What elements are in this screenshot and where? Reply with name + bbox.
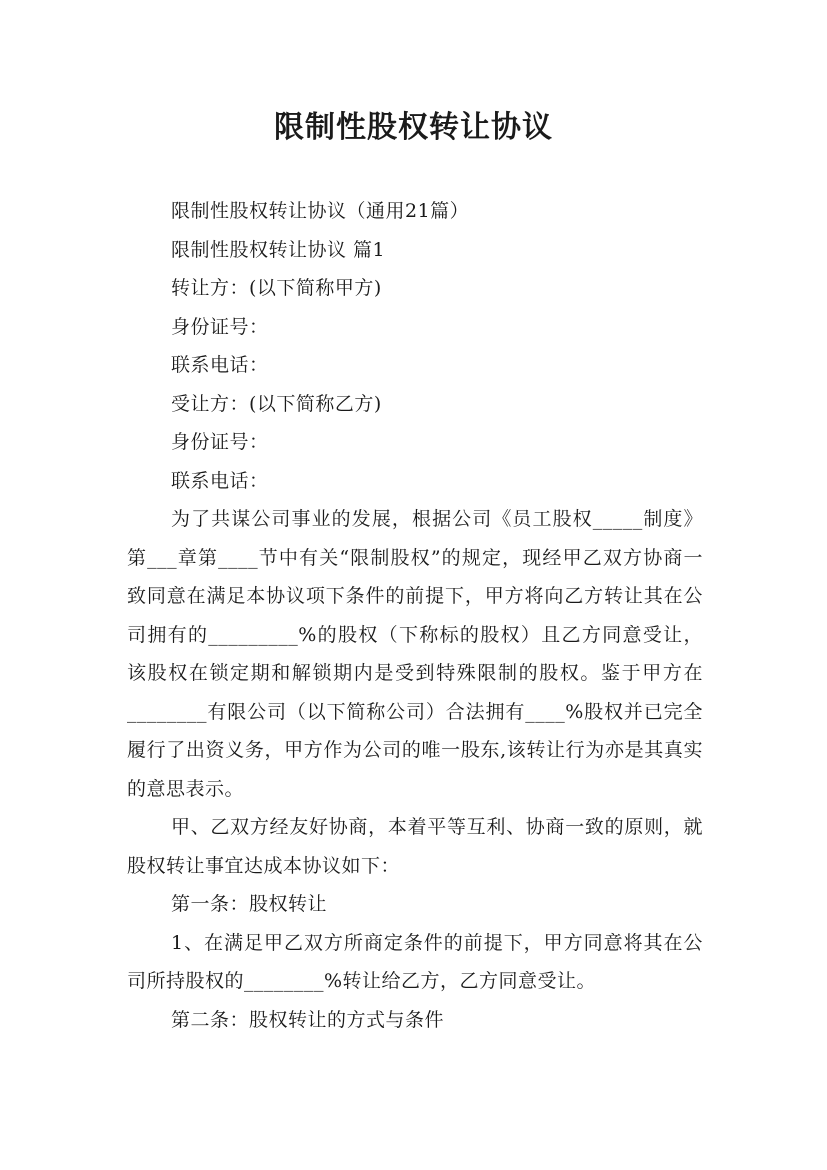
- article-1-item-1: 1、在满足甲乙双方所商定条件的前提下，甲方同意将其在公司所持股权的________%转让给乙方，乙方同意受让。: [127, 931, 703, 992]
- document-body: [127, 192, 703, 1039]
- transferor-id-line: 身份证号：: [171, 315, 269, 338]
- article-2-heading: 第二条：股权转让的方式与条件: [171, 1008, 445, 1031]
- article-1-heading: 第一条：股权转让: [171, 893, 328, 915]
- transferor-line: 转让方：(以下简称甲方): [171, 277, 382, 299]
- transferor-phone-line: 联系电话：: [171, 354, 269, 376]
- section-heading: 限制性股权转让协议 篇1: [171, 238, 386, 261]
- document-title: 限制性股权转让协议: [274, 110, 553, 145]
- transferee-phone-line: 联系电话：: [171, 469, 269, 492]
- agreement-paragraph: 甲、乙双方经友好协商，本着平等互利、协商一致的原则，就股权转让事宜达成本协议如下：: [127, 816, 703, 877]
- subtitle-line: 限制性股权转让协议（通用21篇）: [171, 200, 470, 222]
- transferee-line: 受让方：(以下简称乙方): [171, 392, 382, 415]
- intro-paragraph: 为了共谋公司事业的发展，根据公司《员工股权_____制度》第___章第____节中有关“限制股权”的规定，现经甲乙双方协商一致同意在满足本协议项下条件的前提下，甲方将向乙方转让其在公司拥有的_________%的股权（下称标的股权）且乙方同意受让，该股权在锁定期和解锁期内是受到特殊限制的股权。鉴于甲方在________有限公司（以下简称公司）合法拥有____%股权并已完全履行了出资义务，甲方作为公司的唯一股东,该转让行为亦是其真实的意思表示。: [127, 508, 703, 800]
- transferee-id-line: 身份证号：: [171, 431, 269, 453]
